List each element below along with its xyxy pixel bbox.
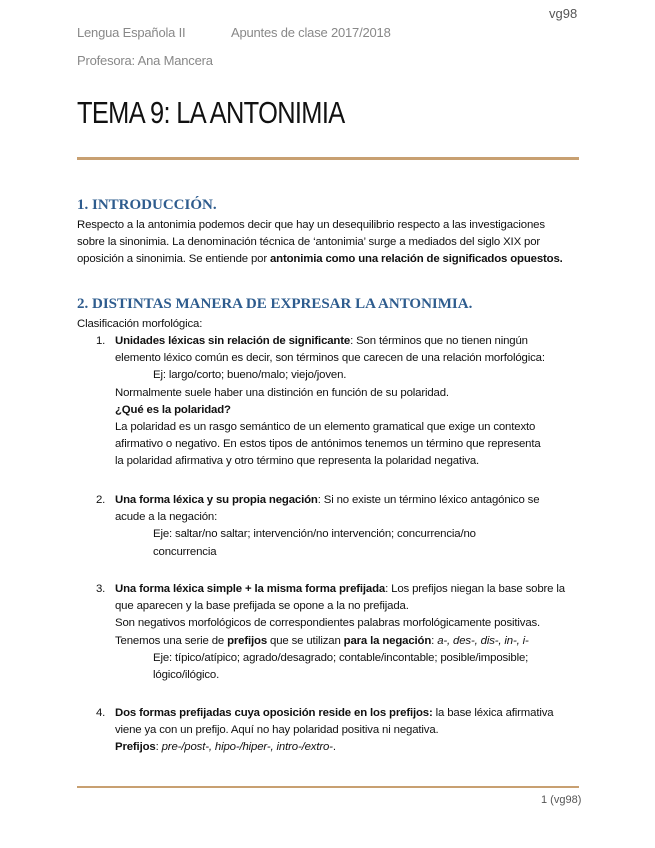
header-notes: Apuntes de clase 2017/2018 (231, 25, 391, 40)
list-item (0, 581, 655, 684)
intro-line: sobre la sinonimia. La denominación técnica de ‘antonimia’ surge a mediados del siglo XIX por (77, 236, 541, 249)
header-course: Lengua Española II (77, 25, 186, 40)
list-item-line: elemento léxico común es decir, son términos que carecen de una relación morfológica: (115, 352, 545, 365)
list-number: 1. (96, 335, 106, 347)
classification-intro: Clasificación morfológica: (77, 318, 203, 330)
list-item-line: La polaridad es un rasgo semántico de un elemento gramatical que exige un contexto (115, 421, 536, 434)
antonimia-definition: antonimia como una relación de significados opuestos. (269, 253, 563, 266)
list-item-line: Tenemos una serie de prefijos que se utilizan para la negación: a-, des-, dis-, in-, i- (115, 634, 529, 647)
example-line: Ej: largo/corto; bueno/malo; viejo/joven. (153, 369, 347, 382)
intro-line: Respecto a la antonimia podemos decir que hay un desequilibrio respecto a las investigaciones (77, 219, 545, 231)
example-line: Eje: típico/atípico; agrado/desagrado; contable/incontable; posible/imposible; (153, 651, 529, 664)
list-item-line: Unidades léxicas sin relación de significante: Son términos que no tienen ningún (115, 335, 528, 347)
list-item-line: Normalmente suele haber una distinción en función de su polaridad. (115, 386, 449, 399)
title-rule (77, 157, 579, 160)
header-professor: Profesora: Ana Mancera (77, 53, 213, 68)
list-item-line: la polaridad afirmativa y otro término que representa la polaridad negativa. (115, 455, 480, 468)
page-number: 1 (vg98) (541, 794, 582, 806)
example-line: concurrencia (153, 545, 217, 558)
list-item-line: Una forma léxica y su propia negación: Si no existe un término léxico antagónico se (115, 494, 540, 506)
intro-paragraph (77, 217, 563, 269)
corner-tag: vg98 (549, 6, 578, 21)
prefix-line: Prefijos: pre-/post-, hipo-/hiper-, intro-/extro-. (115, 741, 336, 754)
list-number: 2. (96, 494, 106, 506)
list-number: 4. (96, 707, 106, 719)
list-item-line: que aparecen y la base prefijada se opone a la no prefijada. (115, 600, 409, 613)
list-item-line: Dos formas prefijadas cuya oposición reside en los prefijos: la base léxica afirmativa (115, 707, 554, 719)
section-heading-intro: 1. INTRODUCCIÓN. (77, 197, 217, 213)
page-title: TEMA 9: LA ANTONIMIA (77, 95, 345, 130)
list-item (0, 705, 655, 757)
footer-rule (77, 786, 579, 788)
section-heading-ways: 2. DISTINTAS MANERA DE EXPRESAR LA ANTONIMIA. (77, 296, 473, 312)
list-number: 3. (96, 583, 106, 595)
example-line: lógico/ilógico. (153, 669, 220, 682)
list-item (0, 333, 655, 471)
example-line: Eje: saltar/no saltar; intervención/no intervención; concurrencia/no (153, 528, 476, 541)
intro-line: oposición a sinonimia. Se entiende por antonimia como una relación de significados opuestos. (77, 253, 563, 266)
list-item-line: acude a la negación: (115, 511, 218, 524)
list-item (0, 492, 655, 561)
list-item-line: Una forma léxica simple + la misma forma prefijada: Los prefijos niegan la base sobre la (115, 583, 565, 595)
list-item-line: viene ya con un prefijo. Aquí no hay polaridad positiva ni negativa. (115, 724, 439, 737)
polarity-question: ¿Qué es la polaridad? (115, 403, 231, 416)
list-item-line: afirmativo o negativo. En estos tipos de antónimos tenemos un término que representa (115, 438, 541, 451)
list-item-line: Son negativos morfológicos de correspondientes palabras morfológicamente positivas. (115, 617, 541, 630)
